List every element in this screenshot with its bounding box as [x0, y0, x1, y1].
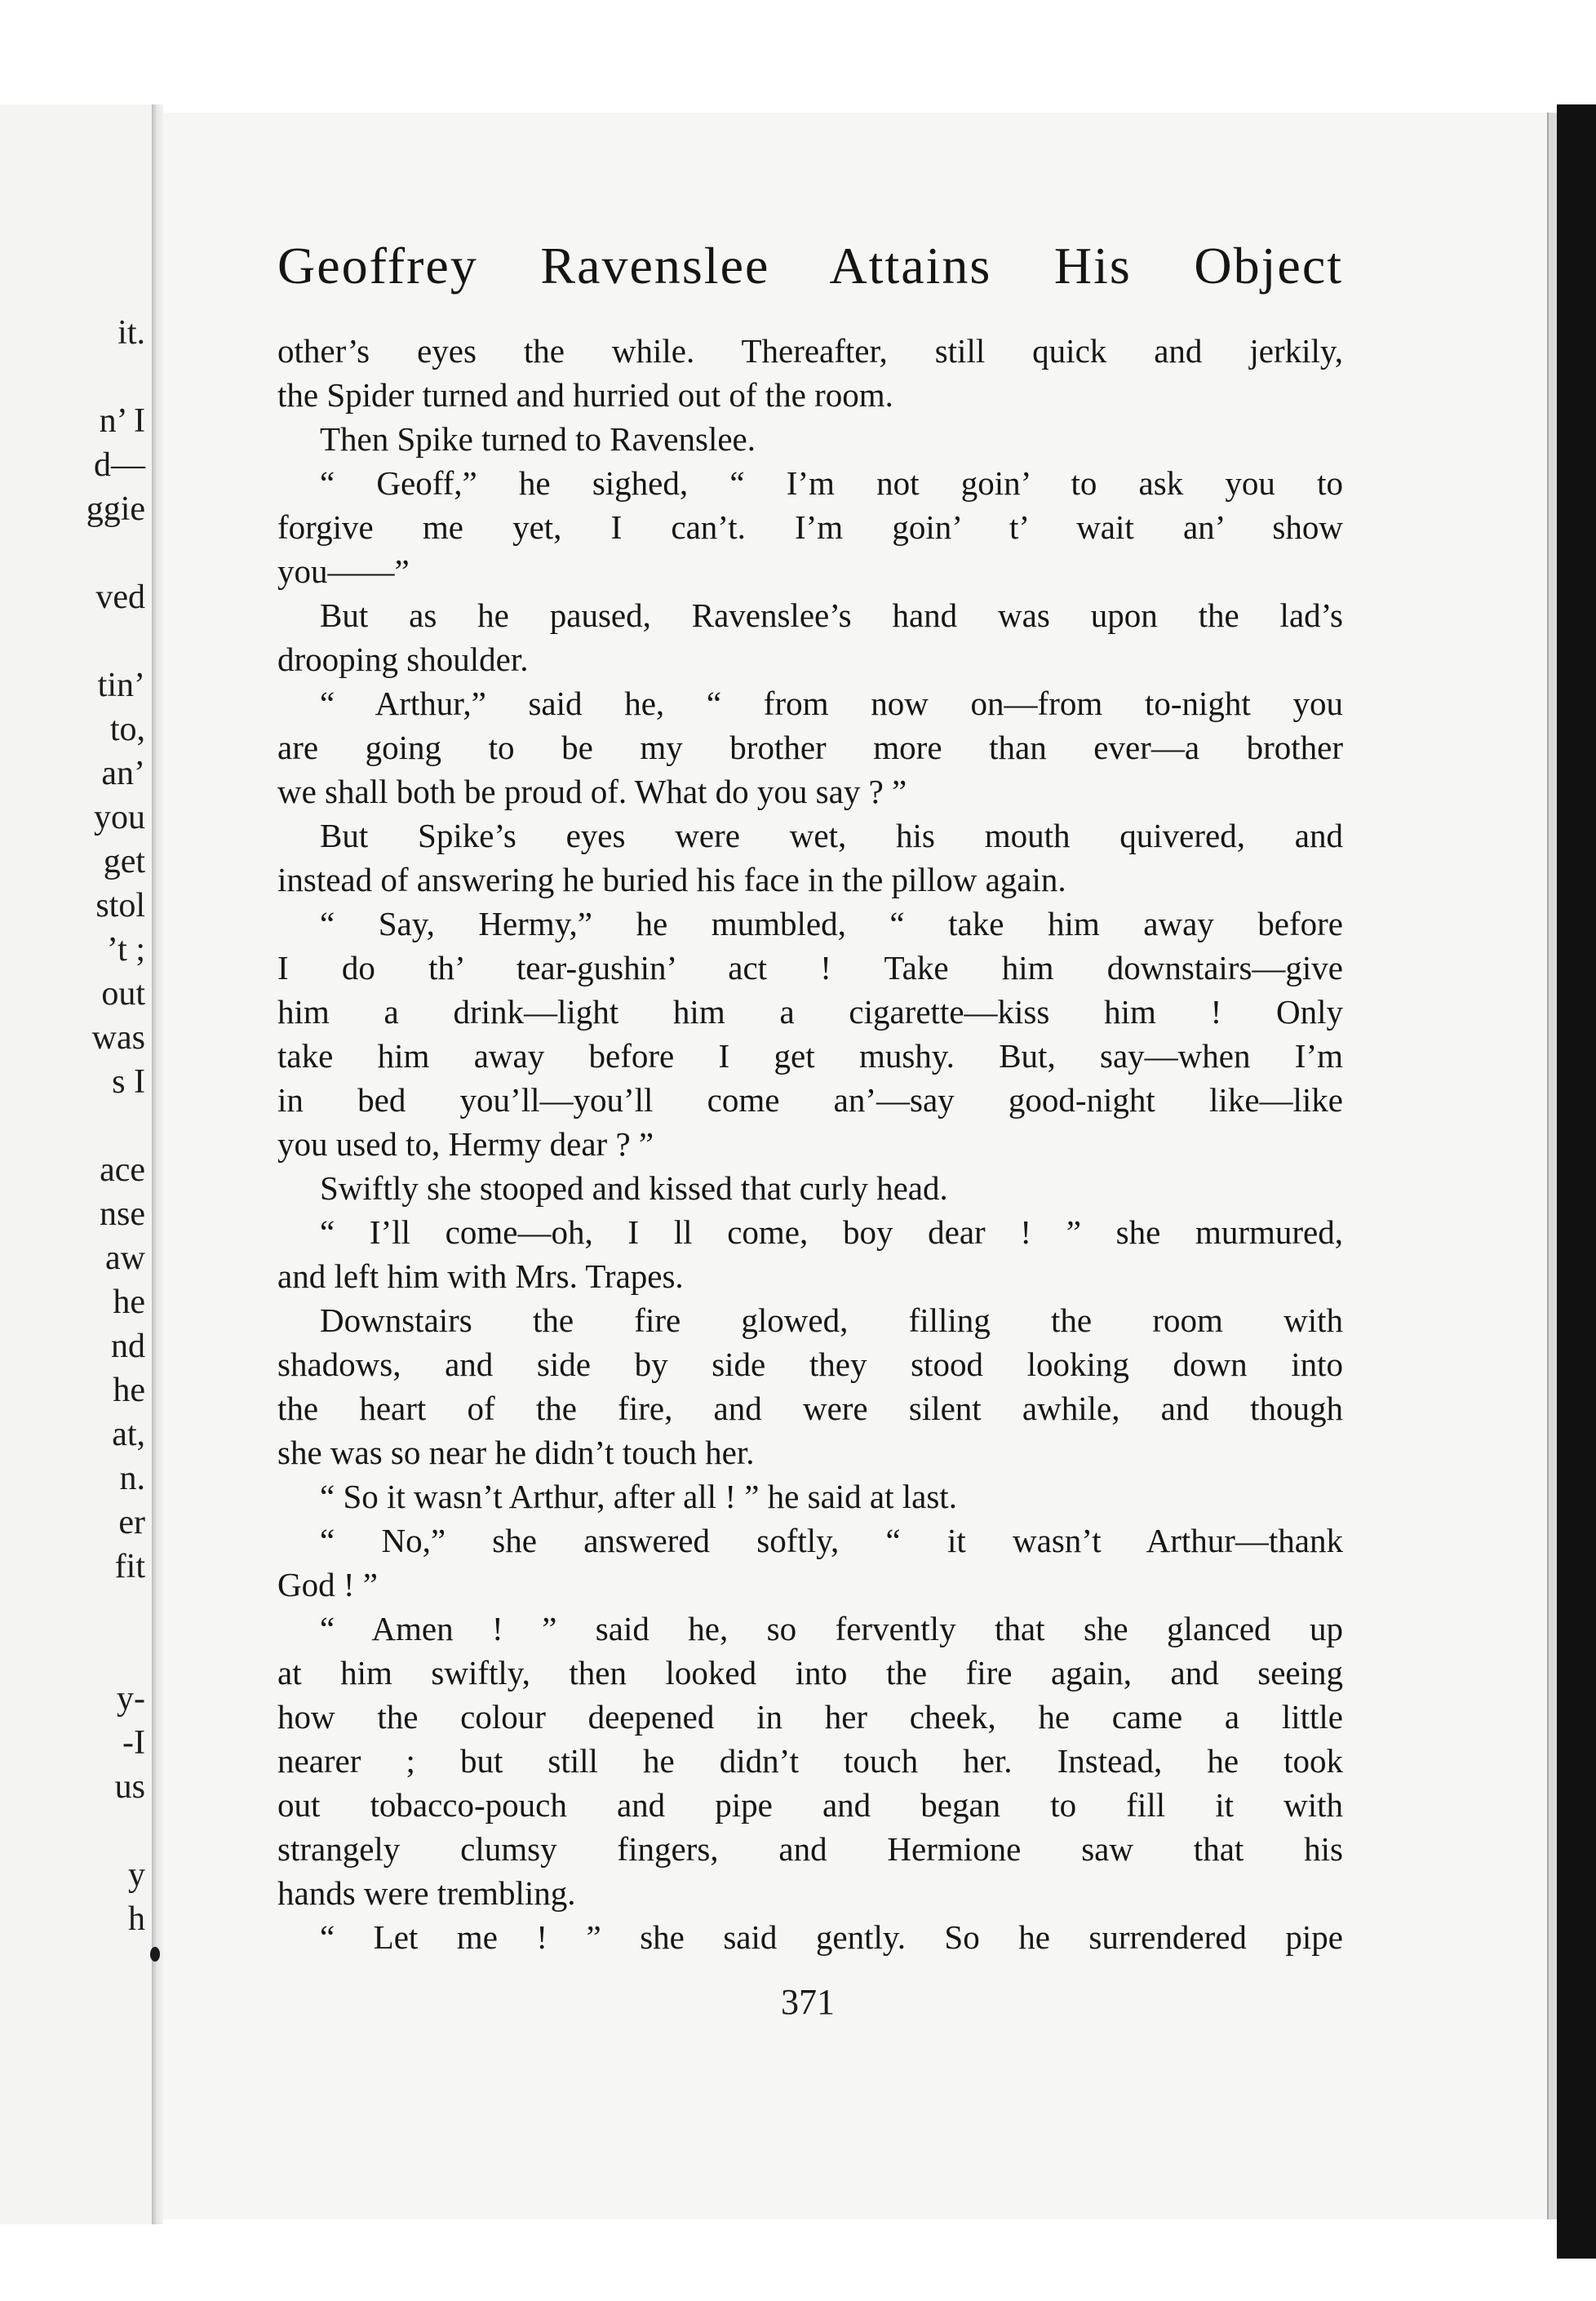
- text-line: drooping shoulder.: [277, 641, 529, 678]
- text-line: out tobacco-pouch and pipe and began to fill it with: [277, 1786, 1343, 1824]
- previous-page-fragment: us: [114, 1768, 145, 1806]
- text-line: take him away before I get mushy. But, say—when I’m: [277, 1037, 1343, 1075]
- previous-page-fragment: stol: [95, 887, 145, 924]
- text-line: how the colour deepened in her cheek, he came a little: [277, 1698, 1343, 1736]
- previous-page-fragment: ved: [95, 579, 145, 616]
- previous-page-fragment: ggie: [86, 490, 145, 528]
- text-line: But as he paused, Ravenslee’s hand was upon the lad’s: [320, 596, 1343, 634]
- text-line: other’s eyes the while. Thereafter, still quick and jerkily,: [277, 332, 1343, 370]
- text-line: I do th’ tear-gushin’ act ! Take him downstairs—give: [277, 949, 1343, 986]
- previous-page-fragment: aw: [105, 1239, 145, 1277]
- text-line: “ So it wasn’t Arthur, after all ! ” he said at last.: [320, 1478, 957, 1515]
- text-line: we shall both be proud of. What do you say ? ”: [277, 773, 907, 810]
- previous-page-fragment: you: [94, 799, 145, 836]
- text-line: in bed you’ll—you’ll come an’—say good-night like—like: [277, 1081, 1343, 1119]
- text-line: are going to be my brother more than ever—a brother: [277, 729, 1343, 766]
- text-line: “ Arthur,” said he, “ from now on—from to-night you: [320, 685, 1343, 722]
- previous-page-fragment: er: [118, 1504, 145, 1541]
- text-line: Then Spike turned to Ravenslee.: [320, 420, 756, 458]
- text-line: him a drink—light him a cigarette—kiss him ! Only: [277, 993, 1343, 1031]
- text-line: “ Amen ! ” said he, so fervently that she glanced up: [320, 1610, 1343, 1647]
- text-line: strangely clumsy fingers, and Hermione saw that his: [277, 1830, 1343, 1868]
- text-line: you——”: [277, 552, 410, 590]
- previous-page-fragment: an’: [101, 755, 145, 792]
- text-line: shadows, and side by side they stood looking down into: [277, 1346, 1343, 1383]
- previous-page-fragment: get: [103, 843, 145, 880]
- previous-page-fragment: fit: [114, 1548, 145, 1585]
- text-line: instead of answering he buried his face in the pillow again.: [277, 861, 1066, 898]
- text-line: she was so near he didn’t touch her.: [277, 1434, 755, 1471]
- previous-page-fragment: ’t ;: [106, 931, 145, 969]
- previous-page-fragment: he: [113, 1372, 145, 1409]
- text-line: forgive me yet, I can’t. I’m goin’ t’ wait an’ show: [277, 508, 1343, 546]
- text-line: “ I’ll come—oh, I ll come, boy dear ! ” she murmured,: [320, 1213, 1343, 1251]
- previous-page-fragment: was: [91, 1019, 145, 1057]
- book-gutter: [152, 104, 163, 2224]
- previous-page-fragment: it.: [117, 314, 145, 352]
- previous-page-fragment: n’ I: [99, 402, 145, 440]
- previous-page-strip: [0, 104, 152, 2224]
- text-line: you used to, Hermy dear ? ”: [277, 1125, 654, 1163]
- previous-page-fragment: n.: [119, 1460, 145, 1497]
- text-line: “ Let me ! ” she said gently. So he surrendered pipe: [320, 1918, 1343, 1956]
- text-line: nearer ; but still he didn’t touch her. Instead, he took: [277, 1742, 1343, 1780]
- previous-page-fragment: y: [128, 1856, 145, 1894]
- text-line: “ Geoff,” he sighed, “ I’m not goin’ to ask you to: [320, 464, 1343, 502]
- scan-border: [1557, 104, 1596, 2259]
- previous-page-fragment: out: [101, 975, 145, 1013]
- previous-page-fragment: d—: [94, 446, 145, 484]
- text-line: God ! ”: [277, 1566, 378, 1603]
- text-line: the Spider turned and hurried out of the room.: [277, 376, 893, 414]
- text-line: Swiftly she stooped and kissed that curly head.: [320, 1169, 948, 1207]
- previous-page-fragment: nd: [111, 1328, 145, 1365]
- text-line: and left him with Mrs. Trapes.: [277, 1257, 684, 1295]
- previous-page-fragment: he: [113, 1284, 145, 1321]
- previous-page-fragment: h: [128, 1900, 145, 1938]
- text-line: the heart of the fire, and were silent awhile, and though: [277, 1390, 1343, 1427]
- previous-page-fragment: at,: [112, 1416, 145, 1453]
- ink-spot-mark: [150, 1947, 160, 1962]
- text-line: “ Say, Hermy,” he mumbled, “ take him away before: [320, 905, 1343, 942]
- text-line: hands were trembling.: [277, 1874, 576, 1912]
- text-line: at him swiftly, then looked into the fire again, and seeing: [277, 1654, 1343, 1691]
- previous-page-fragment: s I: [112, 1063, 145, 1101]
- previous-page-fragment: tin’: [97, 667, 145, 704]
- previous-page-fragment: y-: [117, 1680, 145, 1718]
- text-line: “ No,” she answered softly, “ it wasn’t Arthur—thank: [320, 1522, 1343, 1559]
- text-line: Downstairs the fire glowed, filling the room with: [320, 1301, 1343, 1339]
- previous-page-fragment: to,: [109, 711, 145, 748]
- body-text: [277, 329, 1343, 1959]
- text-line: But Spike’s eyes were wet, his mouth quivered, and: [320, 817, 1343, 854]
- previous-page-fragment: -I: [122, 1724, 145, 1762]
- running-head: Geoffrey Ravenslee Attains His Object: [277, 237, 1343, 295]
- page-number: 371: [781, 1982, 835, 2022]
- previous-page-fragment: ace: [100, 1151, 145, 1189]
- previous-page-fragment: nse: [100, 1195, 145, 1233]
